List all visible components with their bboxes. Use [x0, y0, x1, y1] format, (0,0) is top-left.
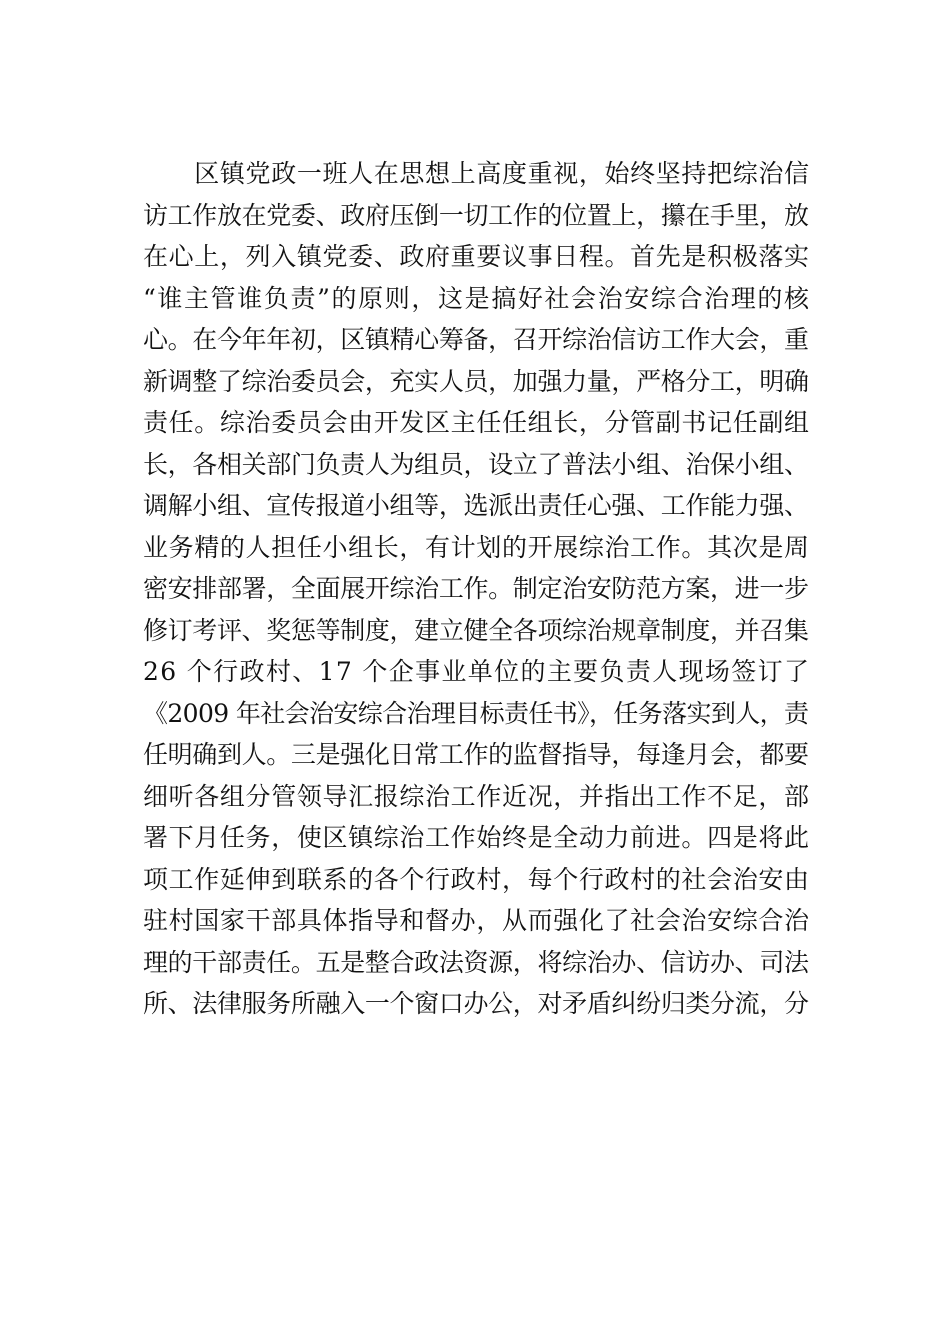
text-line-15: 任明确到人。三是强化日常工作的监督指导，每逢月会，都要 — [143, 740, 809, 769]
text-line-3: 在心上，列入镇党委、政府重要议事日程。首先是积极落实 — [143, 242, 810, 271]
text-line-1: 区镇党政一班人在思想上高度重视，始终坚持把综治信 — [143, 159, 810, 188]
text-line-21: 所、法律服务所融入一个窗口办公，对矛盾纠纷归类分流，分 — [143, 989, 809, 1018]
text-line-8: 长，各相关部门负责人为组员，设立了普法小组、治保小组、 — [143, 449, 809, 479]
text-line-9: 调解小组、宣传报道小组等，选派出责任心强、工作能力强、 — [143, 491, 809, 520]
text-line-11: 密安排部署，全面展开综治工作。制定治安防范方案，进一步 — [143, 574, 809, 603]
text-line-13: 26 个行政村、17 个企事业单位的主要负责人现场签订了 — [143, 657, 811, 686]
text-line-16: 细听各组分管领导汇报综治工作近况，并指出工作不足，部 — [143, 781, 810, 811]
text-line-19: 驻村国家干部具体指导和督办，从而强化了社会治安综合治 — [143, 906, 810, 935]
text-line-5: 心。在今年年初，区镇精心筹备，召开综治信访工作大会，重 — [143, 325, 809, 354]
text-line-20: 理的干部责任。五是整合政法资源，将综治办、信访办、司法 — [143, 947, 809, 977]
text-line-14: 《2009 年社会治安综合治理目标责任书》，任务落实到人，责 — [143, 698, 809, 728]
text-line-18: 项工作延伸到联系的各个行政村，每个行政村的社会治安由 — [143, 864, 810, 894]
text-line-17: 署下月任务，使区镇综治工作始终是全动力前进。四是将此 — [143, 823, 810, 852]
text-line-10: 业务精的人担任小组长，有计划的开展综治工作。其次是周 — [143, 532, 810, 562]
body-paragraph — [143, 153, 809, 1025]
text-line-7: 责任。综治委员会由开发区主任任组长，分管副书记任副组 — [143, 408, 810, 437]
text-line-6: 新调整了综治委员会，充实人员，加强力量，严格分工，明确 — [143, 366, 809, 396]
text-line-2: 访工作放在党委、政府压倒一切工作的位置上，攥在手里，放 — [143, 200, 809, 230]
text-line-12: 修订考评、奖惩等制度，建立健全各项综治规章制度，并召集 — [143, 615, 809, 645]
text-line-4: “谁主管谁负责”的原则，这是搞好社会治安综合治理的核 — [143, 283, 811, 313]
